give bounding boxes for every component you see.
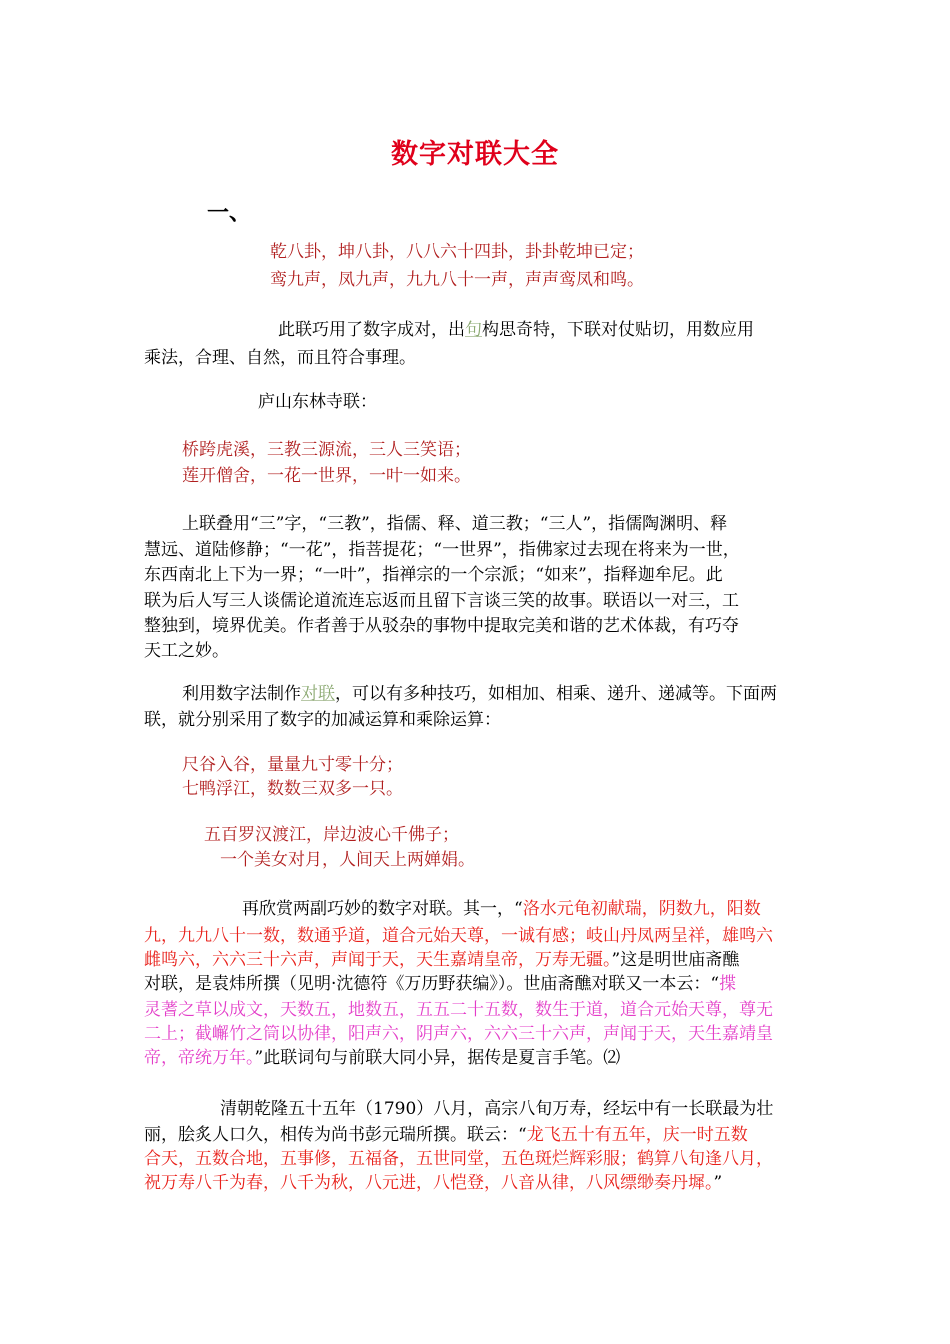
couplet3-line2: 七鸭浮江，数数三双多一只。 — [182, 779, 403, 799]
section-heading: 一、 — [207, 201, 252, 226]
couplet4-line1: 五百罗汉渡江，岸边波心千佛子； — [204, 825, 459, 845]
para1-link[interactable]: 句 — [465, 320, 482, 340]
para4-line5: 灵蓍之草以成文，天数五，地数五，五五二十五数，数生于道，道合元始天尊，尊无 — [144, 1000, 773, 1020]
para4-quote-d: 帝，帝统万年。 — [144, 1048, 255, 1068]
para5-quote-a: 龙飞五十有五年，庆一时五数 — [526, 1125, 748, 1145]
para1-text-b: 构思奇特，下联对仗贴切，用数应用 — [482, 320, 754, 340]
para3-line1 — [182, 680, 777, 708]
para4-quote-b: 雌鸣六，六六三十六声，声闻于天，天生嘉靖皇帝，万寿无疆。 — [144, 950, 612, 970]
couplet1-line1: 乾八卦，坤八卦，八八六十四卦，卦卦乾坤已定； — [270, 242, 644, 262]
lushan-label: 庐山东林寺联： — [258, 392, 377, 412]
para4-text-d: ”此联词句与前联大同小异，据传是夏言手笔。⑵ — [254, 1048, 621, 1068]
couplet1-line2: 鸾九声，凤九声，九九八十一声，声声鸾凤和鸣。 — [270, 270, 644, 290]
para4-line1 — [242, 895, 761, 923]
para1-line2: 乘法，合理、自然，而且符合事理。 — [144, 348, 416, 368]
para2-line3: 东西南北上下为一界；“一叶”，指禅宗的一个宗派；“如来”，指释迦牟尼。此 — [144, 565, 723, 585]
couplet2-line1: 桥跨虎溪，三教三源流，三人三笑语； — [182, 440, 471, 460]
para2-line5: 整独到，境界优美。作者善于从驳杂的事物中提取完美和谐的艺术体裁，有巧夺 — [144, 616, 739, 636]
para4-line7 — [144, 1044, 620, 1072]
para3-line2: 联，就分别采用了数字的加减运算和乘除运算： — [144, 710, 501, 730]
para2-line4: 联为后人写三人谈儒论道流连忘返而且留下言谈三笑的故事。联语以一对三，工 — [144, 591, 739, 611]
para4-quote-c: 揲 — [719, 974, 737, 994]
para4-line4 — [144, 970, 736, 998]
couplet4-line2: 一个美女对月，人间天上两婵娟。 — [220, 850, 475, 870]
para1-line1 — [278, 316, 754, 344]
para5-quote-b: 祝万寿八千为春，八千为秋，八元进，八恺登，八音从律，八风缥缈奏丹墀。 — [144, 1173, 714, 1193]
para5-line1: 清朝乾隆五十五年（1790）八月，高宗八旬万寿，经坛中有一长联最为壮 — [220, 1099, 774, 1119]
para3-link[interactable]: 对联 — [301, 684, 335, 704]
para5-line3: 合天，五数合地，五事修，五福备，五世同堂，五色斑烂辉彩服；鹤算八旬逢八月， — [144, 1149, 773, 1169]
couplet2-line2: 莲开僧舍，一花一世界，一叶一如来。 — [182, 466, 471, 486]
para5-text-a: 丽，脍炙人口久，相传为尚书彭元瑞所撰。联云：“ — [144, 1125, 527, 1145]
para3-text-a: 利用数字法制作 — [182, 684, 301, 704]
para4-quote-a: 洛水元龟初献瑞，阴数九，阳数 — [522, 899, 761, 919]
para5-text-b: ” — [713, 1173, 723, 1193]
para4-text-c: 对联，是袁炜所撰（见明·沈德符《万历野获编》）。世庙斋醮对联又一本云：“ — [144, 974, 720, 994]
couplet3-line1: 尺谷入谷，量量九寸零十分； — [182, 755, 403, 775]
para1-text-a: 此联巧用了数字成对，出 — [278, 320, 465, 340]
para4-text-b: ”这是明世庙斋醮 — [611, 950, 740, 970]
para2-line2: 慧远、道陆修静；“一花”，指菩提花；“一世界”，指佛家过去现在将来为一世， — [144, 540, 740, 560]
para4-line6: 二上；截嶰竹之筒以协律，阳声六，阴声六，六六三十六声，声闻于天，天生嘉靖皇 — [144, 1024, 773, 1044]
para4-text-a: 再欣赏两副巧妙的数字对联。其一，“ — [242, 899, 523, 919]
para2-line6: 天工之妙。 — [144, 641, 229, 661]
para2-line1: 上联叠用“三”字，“三教”，指儒、释、道三教；“三人”，指儒陶渊明、释 — [182, 514, 728, 534]
page-title: 数字对联大全 — [391, 139, 559, 170]
para5-line4 — [144, 1169, 722, 1197]
para3-text-b: ，可以有多种技巧，如相加、相乘、递升、递减等。下面两 — [335, 684, 777, 704]
para4-line2: 九，九九八十一数，数通乎道，道合元始天尊，一诚有感；岐山丹凤两呈祥，雄鸣六 — [144, 926, 773, 946]
